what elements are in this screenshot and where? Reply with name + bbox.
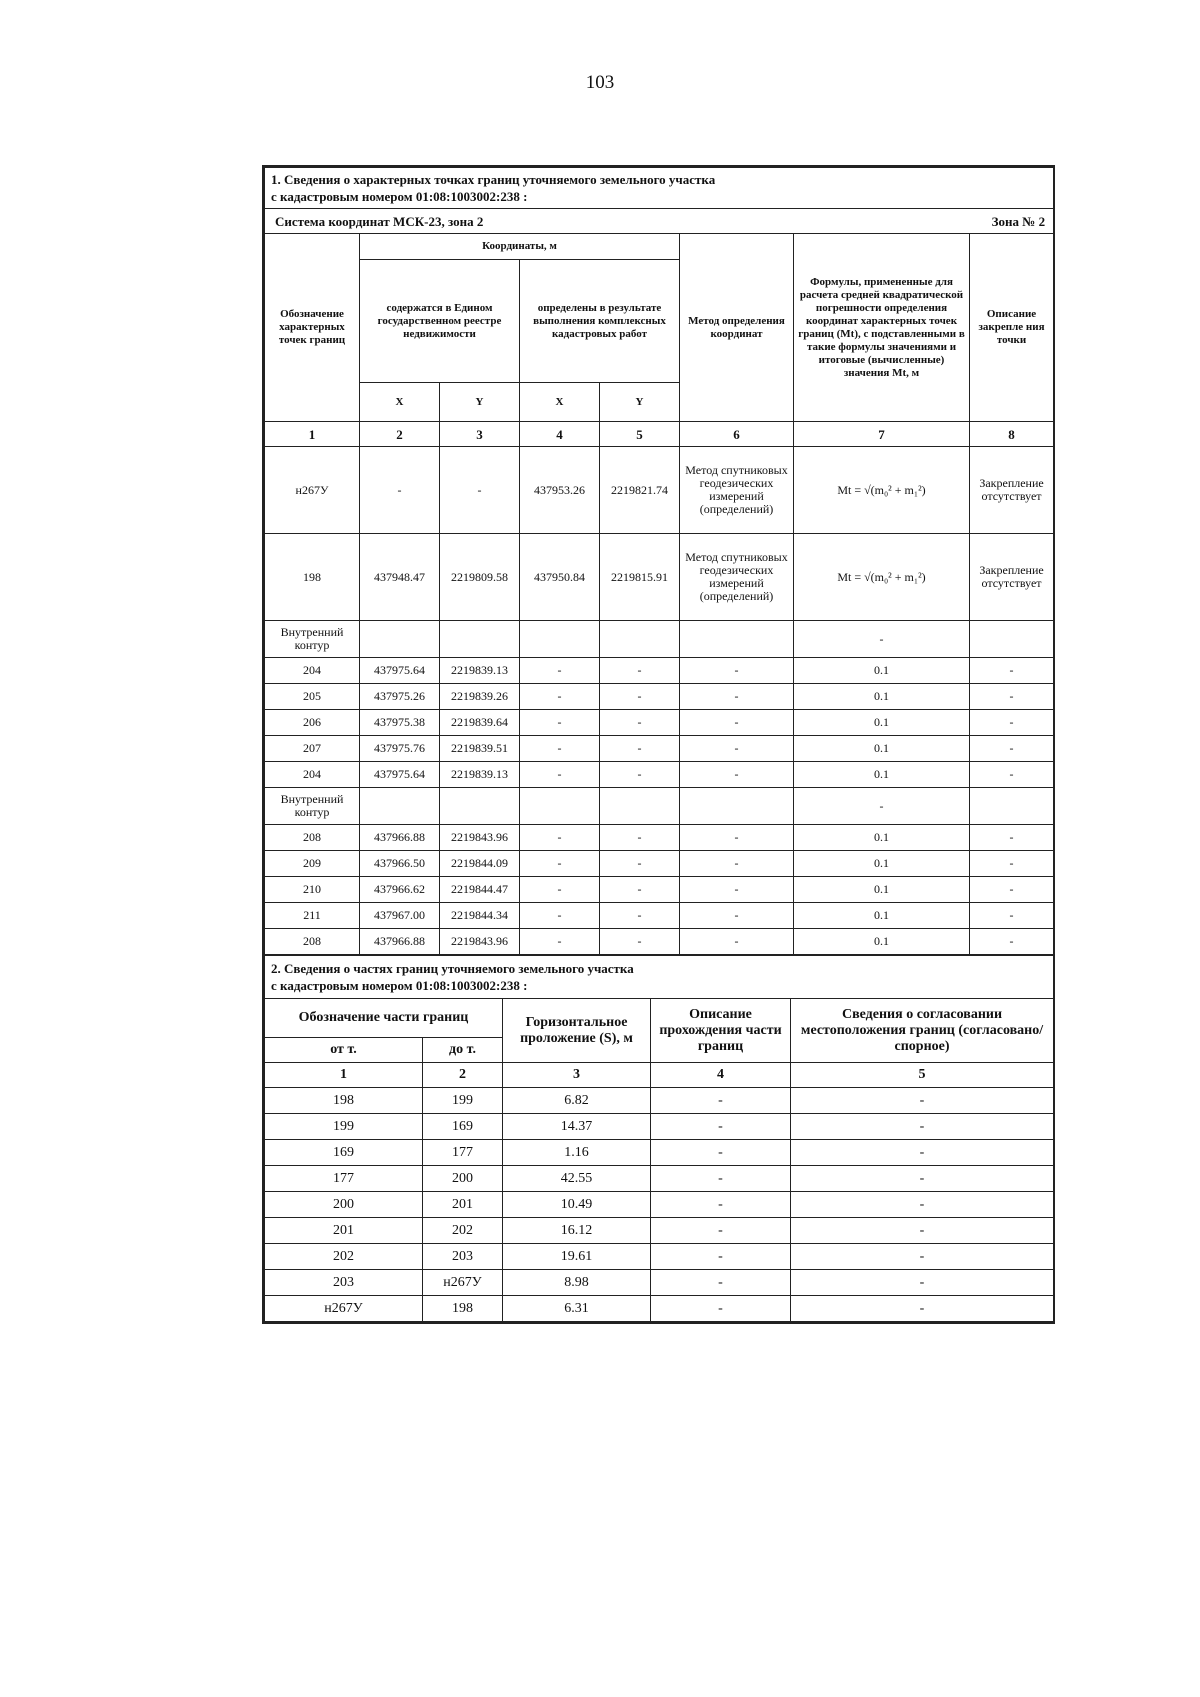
agreement-info: - (791, 1192, 1054, 1218)
passage-description: - (651, 1140, 791, 1166)
point-designation: н267У (265, 447, 360, 534)
from-point: 198 (265, 1088, 423, 1114)
horizontal-length: 1.16 (503, 1140, 651, 1166)
y-registry: 2219839.13 (440, 658, 520, 684)
column-number: 7 (794, 422, 970, 447)
column-number: 2 (360, 422, 440, 447)
header-formulas: Формулы, примененные для расчета средней квадратической погрешности определения координат характерных точек границ (Mt), с подставленными в такие формулы значениями и итоговые (вычисленные) значения Mt, м (794, 234, 970, 422)
inner-contour-dash: - (794, 788, 970, 825)
method: - (680, 851, 794, 877)
formula: Mt = √(m₀² + m₁²) (794, 534, 970, 621)
header-horizontal: Горизонтальное проложение (S), м (503, 999, 651, 1063)
table-row (265, 1270, 1054, 1296)
point-designation: 209 (265, 851, 360, 877)
point-designation: 204 (265, 658, 360, 684)
passage-description: - (651, 1270, 791, 1296)
header-y-registry: Y (440, 383, 520, 422)
agreement-info: - (791, 1244, 1054, 1270)
x-registry: 437966.88 (360, 825, 440, 851)
column-number: 5 (600, 422, 680, 447)
column-number: 3 (440, 422, 520, 447)
point-designation: 198 (265, 534, 360, 621)
mt-value: 0.1 (794, 877, 970, 903)
inner-contour-dash: - (794, 621, 970, 658)
to-point: 203 (423, 1244, 503, 1270)
y-determined: - (600, 736, 680, 762)
table-row (265, 877, 1054, 903)
header-coordinates: Координаты, м (360, 234, 680, 260)
column-number: 1 (265, 1063, 423, 1088)
passage-description: - (651, 1244, 791, 1270)
column-number: 4 (651, 1063, 791, 1088)
x-registry: 437975.76 (360, 736, 440, 762)
x-determined: - (520, 929, 600, 955)
boundary-parts-table (264, 955, 1054, 1322)
inner-contour-row (265, 621, 1054, 658)
passage-description: - (651, 1166, 791, 1192)
fixation-description: - (970, 903, 1054, 929)
column-numbers-row (265, 1063, 1054, 1088)
formula: Mt = √(m₀² + m₁²) (794, 447, 970, 534)
to-point: 177 (423, 1140, 503, 1166)
to-point: 169 (423, 1114, 503, 1140)
y-registry: 2219844.47 (440, 877, 520, 903)
to-point: н267У (423, 1270, 503, 1296)
table-row (265, 1192, 1054, 1218)
inner-contour-label: Внутренний контур (265, 621, 360, 658)
fixation-description: - (970, 825, 1054, 851)
from-point: 201 (265, 1218, 423, 1244)
agreement-info: - (791, 1166, 1054, 1192)
mt-value: 0.1 (794, 929, 970, 955)
point-designation: 206 (265, 710, 360, 736)
point-designation: 211 (265, 903, 360, 929)
x-determined: - (520, 903, 600, 929)
y-registry: 2219839.64 (440, 710, 520, 736)
point-designation: 210 (265, 877, 360, 903)
method: - (680, 710, 794, 736)
x-registry: 437967.00 (360, 903, 440, 929)
fixation-description: - (970, 710, 1054, 736)
fixation-description: - (970, 762, 1054, 788)
x-registry: 437966.50 (360, 851, 440, 877)
column-number: 5 (791, 1063, 1054, 1088)
method: - (680, 825, 794, 851)
inner-contour-row (265, 788, 1054, 825)
table-row (265, 1088, 1054, 1114)
header-y-determined: Y (600, 383, 680, 422)
header-in-registry: содержатся в Едином государственном реестре недвижимости (360, 260, 520, 383)
y-determined: - (600, 658, 680, 684)
from-point: 202 (265, 1244, 423, 1270)
fixation-description: - (970, 736, 1054, 762)
point-designation: 205 (265, 684, 360, 710)
table-row (265, 658, 1054, 684)
x-determined: - (520, 762, 600, 788)
y-determined: - (600, 710, 680, 736)
table-row (265, 1140, 1054, 1166)
x-registry: 437975.64 (360, 762, 440, 788)
x-determined: 437953.26 (520, 447, 600, 534)
x-determined: 437950.84 (520, 534, 600, 621)
y-determined: - (600, 877, 680, 903)
y-determined: - (600, 851, 680, 877)
from-point: 203 (265, 1270, 423, 1296)
y-determined: 2219815.91 (600, 534, 680, 621)
mt-value: 0.1 (794, 736, 970, 762)
horizontal-length: 8.98 (503, 1270, 651, 1296)
x-determined: - (520, 736, 600, 762)
horizontal-length: 16.12 (503, 1218, 651, 1244)
table-row (265, 1218, 1054, 1244)
table-row (265, 903, 1054, 929)
section2-title-line2: с кадастровым номером 01:08:1003002:238 : (271, 978, 528, 993)
x-registry: 437966.88 (360, 929, 440, 955)
mt-value: 0.1 (794, 710, 970, 736)
table-row (265, 1244, 1054, 1270)
fixation-description: - (970, 929, 1054, 955)
table-row (265, 851, 1054, 877)
method: - (680, 762, 794, 788)
header-description: Описание закрепле ния точки (970, 234, 1054, 422)
to-point: 201 (423, 1192, 503, 1218)
header-passage: Описание прохождения части границ (651, 999, 791, 1063)
table-row (265, 929, 1054, 955)
cadastral-document (262, 165, 1055, 1324)
from-point: 177 (265, 1166, 423, 1192)
table-row (265, 1166, 1054, 1192)
header-determined: определены в результате выполнения комплексных кадастровых работ (520, 260, 680, 383)
y-registry: 2219809.58 (440, 534, 520, 621)
table-row (265, 447, 1054, 534)
column-number: 1 (265, 422, 360, 447)
header-part: Обозначение части границ (265, 999, 503, 1038)
column-number: 3 (503, 1063, 651, 1088)
table-row (265, 710, 1054, 736)
from-point: 169 (265, 1140, 423, 1166)
x-determined: - (520, 851, 600, 877)
x-determined: - (520, 710, 600, 736)
to-point: 200 (423, 1166, 503, 1192)
section1-title (265, 168, 1054, 209)
to-point: 198 (423, 1296, 503, 1322)
column-number: 8 (970, 422, 1054, 447)
method: - (680, 684, 794, 710)
fixation-description: - (970, 658, 1054, 684)
mt-value: 0.1 (794, 825, 970, 851)
point-designation: 204 (265, 762, 360, 788)
passage-description: - (651, 1218, 791, 1244)
x-determined: - (520, 658, 600, 684)
header-x-determined: X (520, 383, 600, 422)
mt-value: 0.1 (794, 658, 970, 684)
column-number: 4 (520, 422, 600, 447)
y-determined: - (600, 929, 680, 955)
header-x-registry: X (360, 383, 440, 422)
passage-description: - (651, 1088, 791, 1114)
fixation-description: - (970, 684, 1054, 710)
mt-value: 0.1 (794, 903, 970, 929)
x-determined: - (520, 877, 600, 903)
y-determined: - (600, 825, 680, 851)
y-registry: 2219844.09 (440, 851, 520, 877)
agreement-info: - (791, 1218, 1054, 1244)
horizontal-length: 19.61 (503, 1244, 651, 1270)
x-registry: 437975.64 (360, 658, 440, 684)
horizontal-length: 42.55 (503, 1166, 651, 1192)
method: Метод спутниковых геодезических измерений (определений) (680, 534, 794, 621)
header-from: от т. (265, 1038, 423, 1063)
page-number: 103 (585, 72, 615, 93)
mt-value: 0.1 (794, 684, 970, 710)
point-designation: 207 (265, 736, 360, 762)
mt-value: 0.1 (794, 851, 970, 877)
column-number: 6 (680, 422, 794, 447)
header-method: Метод определения координат (680, 234, 794, 422)
fixation-description: - (970, 851, 1054, 877)
zone-label: Зона № 2 (970, 209, 1054, 234)
passage-description: - (651, 1296, 791, 1322)
section1-title-line2: с кадастровым номером 01:08:1003002:238 : (271, 189, 528, 204)
method: Метод спутниковых геодезических измерений (определений) (680, 447, 794, 534)
y-determined: - (600, 684, 680, 710)
y-registry: 2219839.51 (440, 736, 520, 762)
x-determined: - (520, 684, 600, 710)
y-registry: - (440, 447, 520, 534)
x-registry: 437948.47 (360, 534, 440, 621)
y-registry: 2219844.34 (440, 903, 520, 929)
agreement-info: - (791, 1270, 1054, 1296)
agreement-info: - (791, 1088, 1054, 1114)
table-row (265, 736, 1054, 762)
y-registry: 2219843.96 (440, 825, 520, 851)
method: - (680, 877, 794, 903)
horizontal-length: 6.31 (503, 1296, 651, 1322)
method: - (680, 903, 794, 929)
header-to: до т. (423, 1038, 503, 1063)
mt-value: 0.1 (794, 762, 970, 788)
to-point: 199 (423, 1088, 503, 1114)
from-point: н267У (265, 1296, 423, 1322)
table-row (265, 825, 1054, 851)
coordinate-system: Система координат МСК-23, зона 2 (265, 209, 970, 234)
inner-contour-label: Внутренний контур (265, 788, 360, 825)
x-determined: - (520, 825, 600, 851)
x-registry: 437975.26 (360, 684, 440, 710)
boundary-points-table (264, 167, 1054, 955)
y-determined: - (600, 762, 680, 788)
section2-title-line1: 2. Сведения о частях границ уточняемого земельного участка (271, 961, 634, 976)
point-designation: 208 (265, 929, 360, 955)
from-point: 200 (265, 1192, 423, 1218)
table-row (265, 534, 1054, 621)
table-row (265, 684, 1054, 710)
method: - (680, 736, 794, 762)
method: - (680, 658, 794, 684)
from-point: 199 (265, 1114, 423, 1140)
fixation-description: Закрепление отсутствует (970, 447, 1054, 534)
y-determined: - (600, 903, 680, 929)
y-determined: 2219821.74 (600, 447, 680, 534)
section2-title (265, 956, 1054, 999)
table-row (265, 1114, 1054, 1140)
table-row (265, 1296, 1054, 1322)
passage-description: - (651, 1114, 791, 1140)
table-row (265, 762, 1054, 788)
x-registry: 437966.62 (360, 877, 440, 903)
horizontal-length: 14.37 (503, 1114, 651, 1140)
fixation-description: - (970, 877, 1054, 903)
y-registry: 2219839.26 (440, 684, 520, 710)
section1-title-line1: 1. Сведения о характерных точках границ уточняемого земельного участка (271, 172, 716, 187)
header-agreement: Сведения о согласовании местоположения границ (согласовано/спорное) (791, 999, 1054, 1063)
x-registry: - (360, 447, 440, 534)
point-designation: 208 (265, 825, 360, 851)
x-registry: 437975.38 (360, 710, 440, 736)
horizontal-length: 10.49 (503, 1192, 651, 1218)
fixation-description: Закрепление отсутствует (970, 534, 1054, 621)
header-designation: Обозначение характерных точек границ (265, 234, 360, 422)
column-numbers-row (265, 422, 1054, 447)
passage-description: - (651, 1192, 791, 1218)
y-registry: 2219843.96 (440, 929, 520, 955)
column-number: 2 (423, 1063, 503, 1088)
agreement-info: - (791, 1114, 1054, 1140)
y-registry: 2219839.13 (440, 762, 520, 788)
method: - (680, 929, 794, 955)
agreement-info: - (791, 1296, 1054, 1322)
to-point: 202 (423, 1218, 503, 1244)
agreement-info: - (791, 1140, 1054, 1166)
horizontal-length: 6.82 (503, 1088, 651, 1114)
